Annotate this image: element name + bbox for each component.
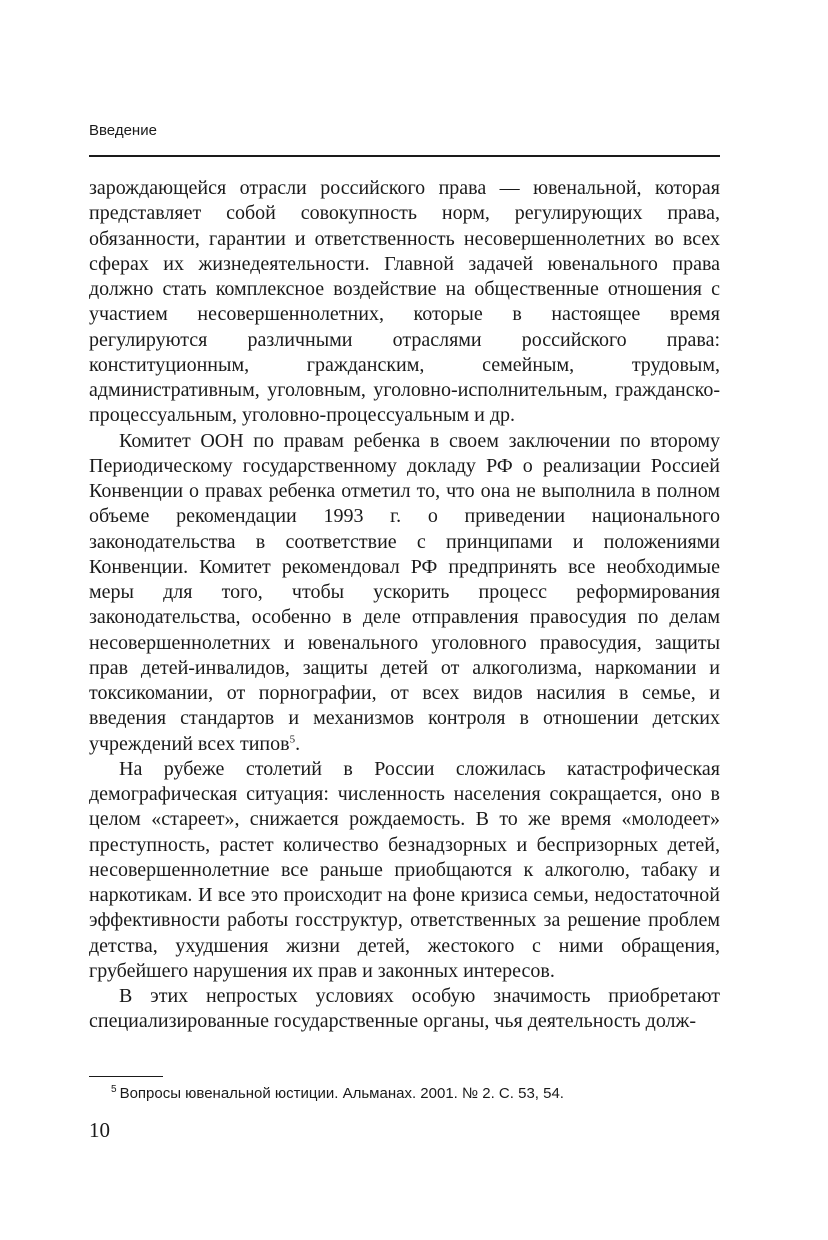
- paragraph-3: На рубеже столетий в России сложилась катастрофическая демографическая ситуация: численность населения сокращается, оно в целом «стареет», снижается рождаемость. В то же время «молодеет» преступность, растет количество безнадзорных и беспризорных детей, несовершеннолетние все раньше приобщаются к алкоголю, табаку и наркотикам. И все это происходит на фоне кризиса семьи, недостаточной эффективности работы госструктур, ответственных за решение проблем детства, ухудшения жизни детей, жестокого с ними обращения, грубейшего нарушения их прав и законных интересов.: [89, 757, 720, 982]
- paragraph-1: зарождающейся отрасли российского права — ювенальной, которая представляет собой совокупность норм, регулирующих права, обязанности, гарантии и ответственность несовершеннолетних во всех сферах их жизнедеятельности. Главной задачей ювенального права должно стать комплексное воздействие на общественные отношения с участием несовершеннолетних, которые в настоящее время регулируются различными отраслями российского права: конституционным, гражданским, семейным, трудовым, административным, уголовным, уголовно-исполнительным, гражданско-процессуальным, уголовно-процессуальным и др.: [89, 177, 720, 427]
- paragraph-2-text: Комитет ООН по правам ребенка в своем заключении по второму Периодическому государственному докладу РФ о реализации Россией Конвенции о правах ребенка отметил то, что она не выполнила в полном объеме рекомендации 1993 г. о приведении национального законодательства в соответствие с принципами и положениями Конвенции. Комитет рекомендовал РФ предпринять все необходимые меры для того, чтобы ускорить процесс реформирования законодательства, особенно в деле отправления правосудия по делам несовершеннолетних и ювенального уголовного правосудия, защиты прав детей-инвалидов, защиты детей от алкоголизма, наркомании и токсикомании, от порнографии, от всех видов насилия в семье, и введения стандартов и механизмов контроля в отношении детских учреждений всех типов: [89, 429, 720, 755]
- header-rule: [89, 155, 720, 157]
- paragraph-4: В этих непростых условиях особую значимость приобретают специализированные государственные органы, чья деятельность долж-: [89, 985, 720, 1033]
- footnote: [111, 1085, 564, 1102]
- footnote-text: Вопросы ювенальной юстиции. Альманах. 2001. № 2. С. 53, 54.: [119, 1085, 564, 1102]
- body-text: [89, 176, 720, 1035]
- footnote-reference[interactable]: 5: [289, 732, 296, 745]
- footnote-rule: [89, 1076, 163, 1077]
- paragraph-2: [89, 429, 720, 757]
- running-head: Введение: [89, 122, 157, 139]
- paragraph-2-end: .: [295, 732, 301, 755]
- page-number: 10: [89, 1118, 110, 1142]
- footnote-mark: 5: [111, 1084, 117, 1095]
